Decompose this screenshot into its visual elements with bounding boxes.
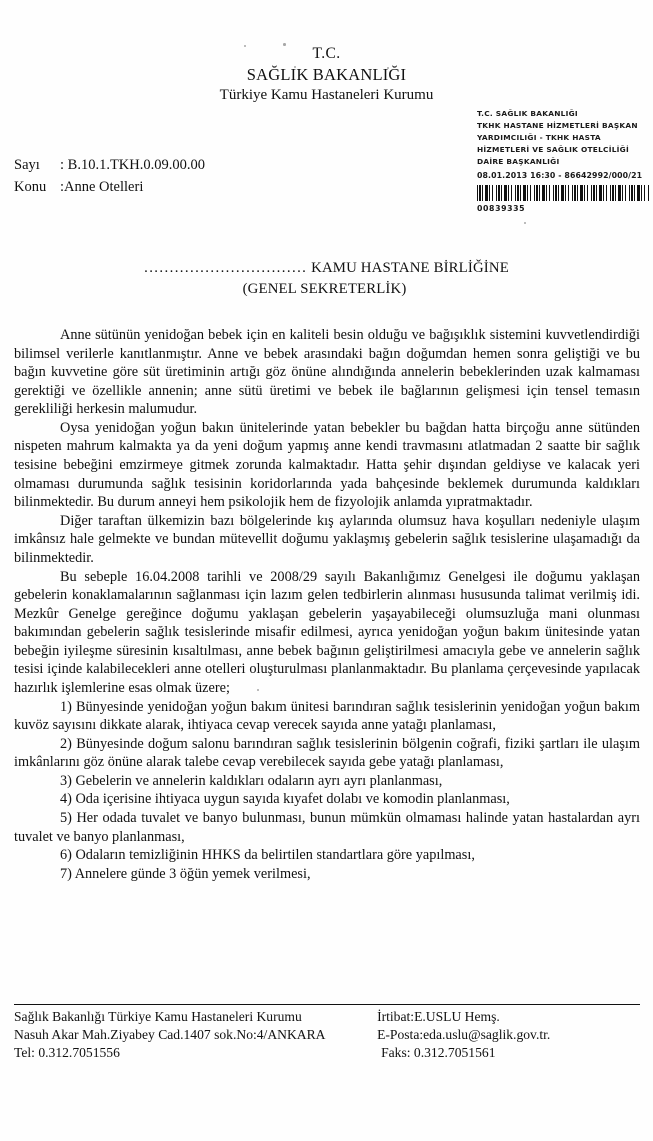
footer-address-block [14,1008,377,1062]
addressee-subtitle: (GENEL SEKRETERLİK) [242,281,407,297]
body-list-item: 3) Gebelerin ve annelerin kaldıkları odaların ayrı ayrı planlanması, [60,772,443,789]
body-paragraph: Bu sebeple 16.04.2008 tarihli ve 2008/29 sayılı Bakanlığımız Genelgesi ile doğumu yaklaşan gebelerin konaklamalarının sağlanması için lazım gelen tedbirlerin alınması hususunda talimat verilmiş idi. Mezkûr Genelge gereğince doğumu yaklaşan gebelerin yaşayabileceği olumsuzluğa mani olunması bakımından gebelerin sağlık tesislerinde misafir edilmesi, ayrıca yenidoğan yoğun bakım ünitesinde yatan bebeğin iyileşme süresinin kısaltılması, anne bebek bağının geliştirilmesi amacıyla gebe ve annelerin sağlık tesisi içinde kalabilecekleri anne otelleri oluşturulması planlanmaktadır. Bu planlama çerçevesinde yapılacak hazırlık işlemlerine esas olmak üzere; [14,568,640,696]
body-paragraph: Diğer taraftan ülkemizin bazı bölgelerinde kış aylarında olumsuz hava koşulları nedeniyle ulaşım imkânsız hale gelmekte ve bundan mütevellit doğumu yaklaşmış gebelerin sağlık tesislerine ulaşamadığı da bilinmektedir. [14,512,640,566]
document-body [14,326,640,883]
stamp-datetime: 08.01.2013 16:30 - 86642992/000/21 [477,170,643,180]
body-list-item: 6) Odaların temizliğinin HHKS da belirtilen standartlara göre yapılması, [60,847,475,864]
body-list-item: 7) Annelere günde 3 öğün yemek verilmesi, [60,865,311,882]
document-footer [14,1004,640,1062]
sayi-label: Sayı [14,157,40,173]
body-list-item: 1) Bünyesinde yenidoğan yoğun bakım ünitesi barındıran sağlık tesislerinin yenidoğan yoğun bakım kuvöz sayısını dikkate alarak, ihtiyaca cevap verecek sayıda anne yatağı planlaması, [14,698,640,734]
sayi-value: : B.10.1.TKH.0.09.00.00 [60,157,205,173]
footer-contact-person: İrtibat:E.USLU Hemş. [377,1009,500,1024]
letterhead [0,44,653,106]
addressee-dots: ................................ [144,260,308,276]
addressee-block [0,258,653,300]
body-list-item: 4) Oda içerisine ihtiyaca uygun sayıda kıyafet dolabı ve komodin planlanması, [60,791,510,808]
registration-stamp [477,108,653,216]
footer-contact-block [377,1008,640,1062]
document-meta [14,155,205,199]
footer-fax: Faks: 0.312.7051561 [381,1045,496,1061]
konu-value: :Anne Otelleri [60,178,144,195]
meta-row-konu [14,177,205,199]
letterhead-line-tc: T.C. [312,45,341,62]
addressee-title: KAMU HASTANE BİRLİĞİNE [311,260,509,276]
barcode-icon [477,185,649,201]
footer-divider [14,1004,640,1005]
stamp-line-1: T.C. SAĞLIK BAKANLIĞI [477,109,578,118]
meta-row-sayi [14,155,205,177]
footer-institution: Sağlık Bakanlığı Türkiye Kamu Hastaneleri Kurumu [14,1009,302,1024]
stamp-document-number: 00839335 [477,204,526,214]
body-paragraph: Oysa yenidoğan yoğun bakın ünitelerinde yatan bebekler bu bağdan hatta birçoğu anne sütünden nispeten mahrum kalmakta ya da yeni doğum yapmış anne kendi travmasını atlatmadan 2 saatte bir sağlık tesisine bebeğini emzirmeye gitmek zorunda kalmaktadır. Hatta şehir dışından geldiyse ve kalacak yeri olmaması durumunda sağlık tesisinin koridorlarında yada bahçesinde beklemek durumunda kaldıkları bilinmektedir. Bu durum anneyi hem psikolojik hem de fizyolojik anlamda yıpratmaktadır. [14,419,640,511]
body-list-item: 5) Her odada tuvalet ve banyo bulunması, bunun mümkün olmaması halinde yatan hastalardan ayrı tuvalet ve banyo planlanması, [14,810,640,845]
stamp-line-4: HİZMETLERİ VE SAĞLIK OTELCİLİĞİ [477,144,630,154]
stamp-line-3: YARDIMCILIĞI - TKHK HASTA [477,132,601,142]
stamp-line-2: TKHK HASTANE HİZMETLERİ BAŞKAN [477,120,638,130]
footer-address: Nasuh Akar Mah.Ziyabey Cad.1407 sok.No:4/ANKARA [14,1027,326,1043]
addressee-title-line [0,258,653,279]
footer-phone: Tel: 0.312.7051556 [14,1045,120,1061]
body-list-item: 2) Bünyesinde doğum salonu barındıran sağlık tesislerinin bölgenin coğrafi, fiziki şartları ile ulaşım imkânlarını göz önüne alarak talebe cevap verebilecek sayıda gebe yatağı planlaması, [14,735,640,771]
stamp-line-5: DAİRE BAŞKANLIĞI [477,156,560,166]
konu-label: Konu [14,178,47,195]
body-paragraph: Anne sütünün yenidoğan bebek için en kaliteli besin olduğu ve bağışıklık sistemini kuvvetlendirdiği bilimsel verilerle kanıtlanmıştır. Anne ve bebek arasındaki bağın doğumdan hemen sonra geliştiği ve bu bağın kuvvetine göre süt üretiminin artığı göz önüne alındığında annelerin bebeklerinden uzak kalmaması gerektiği ve özellikle annenin; anne sütü üretimi ve bebek ile bağlarının gelişmesi için tensel temasın gerekliliği herkesin malumudur. [14,327,640,418]
letterhead-line-institution: Türkiye Kamu Hastaneleri Kurumu [219,87,434,104]
scan-speck [524,222,526,224]
letterhead-line-ministry: SAĞLIK BAKANLIĞI [246,65,407,85]
footer-email: E-Posta:eda.uslu@saglik.gov.tr. [377,1027,551,1043]
